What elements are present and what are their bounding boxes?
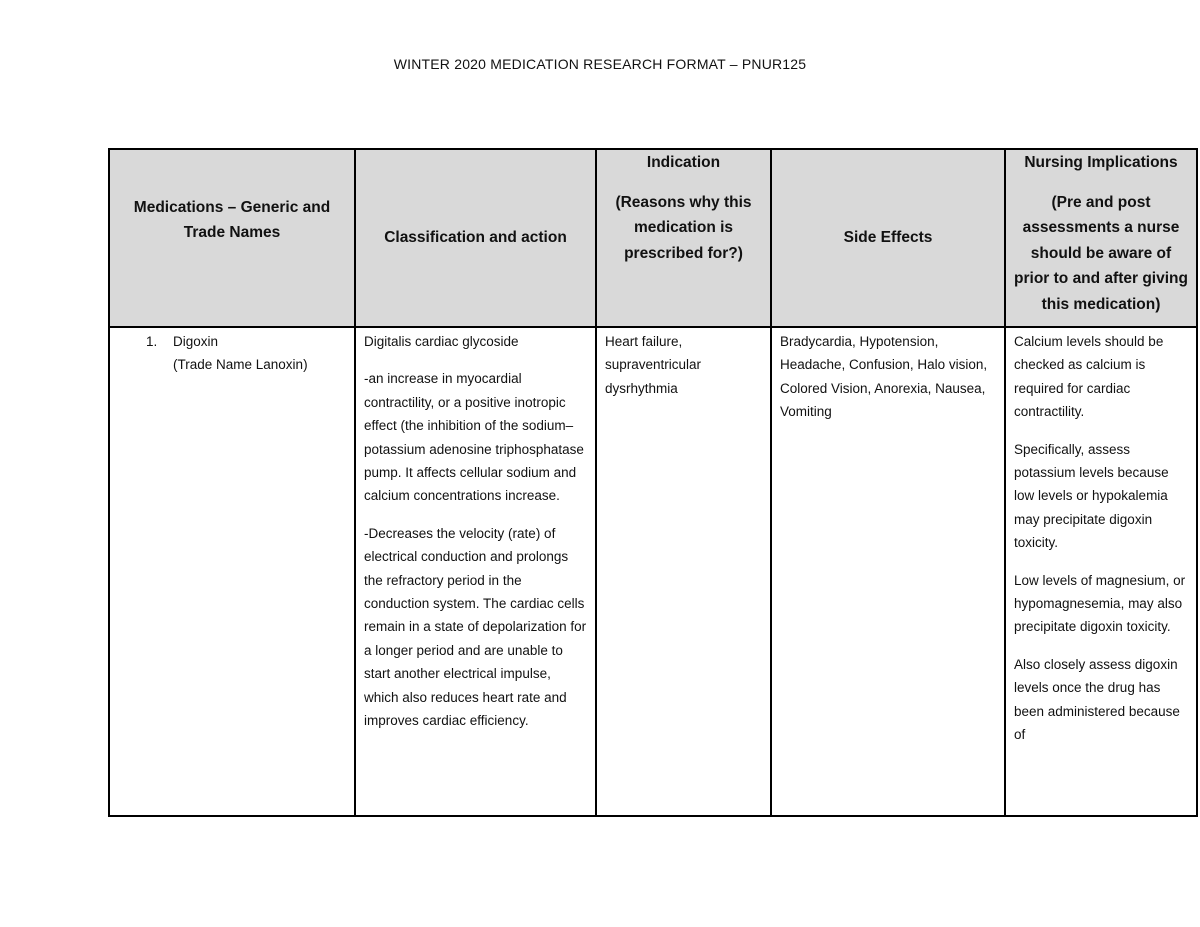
header-nursing-title: Nursing Implications bbox=[1024, 154, 1178, 171]
nursing-note-3: Low levels of magnesium, or hypomagnesemia, may also precipitate digoxin toxicity. bbox=[1014, 572, 1186, 635]
cell-medication bbox=[109, 327, 355, 816]
header-classification-label: Classification and action bbox=[384, 229, 567, 247]
header-side-effects-label: Side Effects bbox=[843, 229, 933, 247]
cell-nursing bbox=[1005, 327, 1197, 816]
row-number: 1. bbox=[146, 334, 158, 349]
header-indication bbox=[596, 149, 771, 327]
classification-name: Digitalis cardiac glycoside bbox=[364, 334, 519, 349]
cell-indication bbox=[596, 327, 771, 816]
classification-action-1: -an increase in myocardial contractility, or a positive inotropic effect (the inhibition of the sodium–potassium adenosine triphosphatase pump. It affects cellular sodium and calcium concentrations increase. bbox=[364, 371, 584, 504]
header-side-effects bbox=[771, 149, 1005, 327]
classification-action-2: -Decreases the velocity (rate) of electrical conduction and prolongs the refractory period in the conduction system. The cardiac cells remain in a state of depolarization for a longer period and are unable to start another electrical impulse, which also reduces heart rate and improves cardiac efficiency. bbox=[364, 525, 587, 729]
document-title: WINTER 2020 MEDICATION RESEARCH FORMAT – PNUR125 bbox=[393, 56, 807, 72]
header-classification bbox=[355, 149, 596, 327]
side-effects-text: Bradycardia, Hypotension, Headache, Confusion, Halo vision, Colored Vision, Anorexia, Nausea, Vomiting bbox=[780, 334, 988, 420]
medication-trade-name: (Trade Name Lanoxin) bbox=[173, 357, 308, 373]
header-indication-title: Indication bbox=[646, 154, 721, 171]
header-medications-label: Medications – Generic and Trade Names bbox=[133, 198, 331, 241]
nursing-note-4: Also closely assess digoxin levels once the drug has been administered because of bbox=[1014, 656, 1180, 743]
header-nursing bbox=[1005, 149, 1197, 327]
header-indication-subtitle: (Reasons why this medication is prescribed for?) bbox=[615, 193, 752, 262]
header-medications bbox=[109, 149, 355, 327]
indication-text: Heart failure, supraventricular dysrhythmia bbox=[605, 334, 702, 396]
table-row bbox=[109, 327, 1197, 816]
cell-side-effects bbox=[771, 327, 1005, 816]
nursing-note-1: Calcium levels should be checked as calcium is required for cardiac contractility. bbox=[1014, 334, 1164, 420]
medication-generic-name: Digoxin bbox=[173, 334, 219, 349]
medication-table bbox=[108, 148, 1198, 817]
header-nursing-subtitle: (Pre and post assessments a nurse should be aware of prior to and after giving this medication) bbox=[1014, 193, 1188, 313]
table-header-row bbox=[109, 149, 1197, 327]
nursing-note-2: Specifically, assess potassium levels because low levels or hypokalemia may precipitate digoxin toxicity. bbox=[1014, 441, 1169, 551]
cell-classification bbox=[355, 327, 596, 816]
